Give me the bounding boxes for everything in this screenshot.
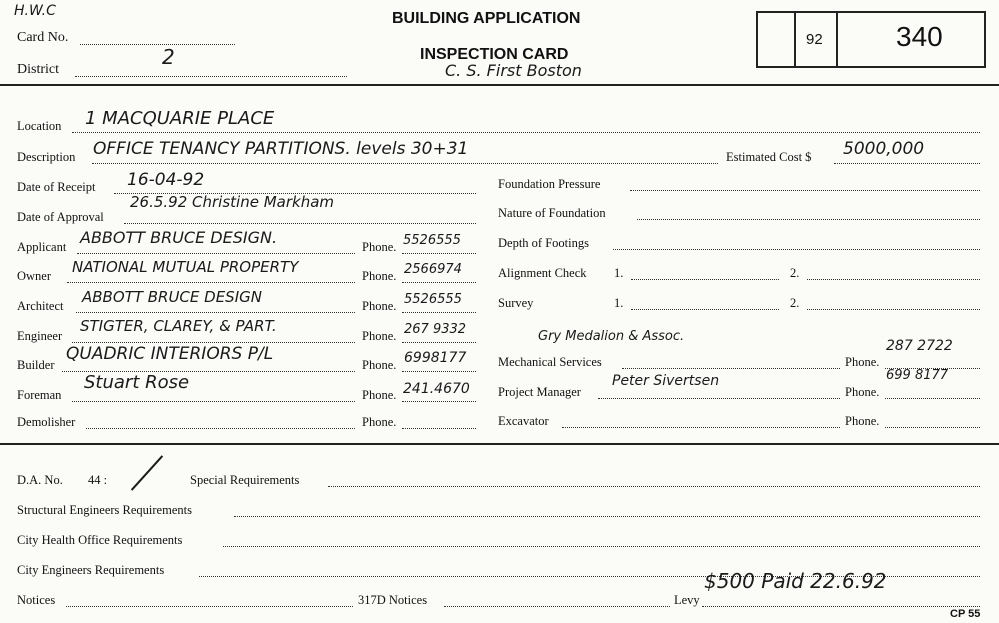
- survey-line1: [631, 309, 779, 310]
- survey-line2: [807, 309, 980, 310]
- depth-footings-line: [613, 249, 980, 250]
- applicant-label: Applicant: [17, 240, 67, 254]
- architect-phone-line: [402, 312, 476, 313]
- builder-value: QUADRIC INTERIORS P/L: [66, 344, 274, 364]
- applicant-phone-line: [402, 253, 476, 254]
- applicant-line: [77, 253, 355, 254]
- foundation-pressure-line: [630, 190, 980, 191]
- date-receipt-value: 16-04-92: [127, 170, 205, 190]
- excavator-label: Excavator: [498, 414, 549, 428]
- reference-box-number: 340: [896, 21, 943, 52]
- special-requirements-label: Special Requirements: [190, 473, 300, 487]
- architect-label: Architect: [17, 299, 64, 313]
- location-value: 1 MACQUARIE PLACE: [85, 108, 275, 129]
- engineer-phone-value: 267 9332: [404, 322, 467, 337]
- form-code: CP 55: [950, 608, 981, 620]
- city-engineers-label: City Engineers Requirements: [17, 563, 165, 577]
- notices-line: [66, 606, 353, 607]
- da-value: 44 :: [88, 473, 108, 487]
- project-manager-phone-value: 699 8177: [886, 368, 949, 383]
- depth-footings-label: Depth of Footings: [498, 236, 589, 250]
- foreman-phone-label: Phone.: [362, 388, 397, 402]
- notices-317d-line: [444, 606, 670, 607]
- alignment-check-num2: 2.: [790, 266, 800, 280]
- engineer-line: [72, 342, 355, 343]
- demolisher-phone-line: [402, 428, 476, 429]
- demolisher-phone-label: Phone.: [362, 415, 397, 429]
- title-note-handwriting: C. S. First Boston: [445, 61, 582, 80]
- foreman-value: Stuart Rose: [84, 372, 190, 393]
- title-inspection-card: INSPECTION CARD: [420, 46, 569, 63]
- notices-label: Notices: [17, 593, 56, 607]
- alignment-check-line1: [631, 279, 779, 280]
- district-line: [75, 76, 347, 77]
- alignment-check-line2: [807, 279, 980, 280]
- card-no-label: Card No.: [17, 30, 69, 45]
- engineer-value: STIGTER, CLAREY, & PART.: [80, 317, 277, 335]
- nature-foundation-label: Nature of Foundation: [498, 206, 606, 220]
- district-label: District: [17, 62, 59, 77]
- structural-requirements-label: Structural Engineers Requirements: [17, 503, 192, 517]
- applicant-value: ABBOTT BRUCE DESIGN.: [80, 228, 278, 247]
- mechanical-phone-value: 287 2722: [886, 338, 953, 354]
- owner-phone-label: Phone.: [362, 269, 397, 283]
- foreman-line: [72, 401, 355, 402]
- structural-requirements-line: [234, 516, 980, 517]
- location-line: [72, 132, 980, 133]
- health-requirements-label: City Health Office Requirements: [17, 533, 183, 547]
- architect-value: ABBOTT BRUCE DESIGN: [82, 288, 262, 306]
- district-value: 2: [162, 45, 175, 69]
- alignment-check-label: Alignment Check: [498, 266, 587, 280]
- excavator-line: [562, 427, 840, 428]
- special-requirements-line: [328, 486, 980, 487]
- builder-label: Builder: [17, 358, 55, 372]
- header-rule: [0, 84, 999, 86]
- levy-label: Levy: [674, 593, 700, 607]
- architect-phone-value: 5526555: [404, 292, 462, 307]
- health-requirements-line: [223, 546, 980, 547]
- alignment-check-num1: 1.: [614, 266, 624, 280]
- demolisher-label: Demolisher: [17, 415, 76, 429]
- mechanical-phone-label: Phone.: [845, 355, 880, 369]
- excavator-phone-line: [885, 427, 980, 428]
- applicant-phone-label: Phone.: [362, 240, 397, 254]
- card-no-line: [80, 44, 235, 45]
- foreman-phone-line: [402, 401, 476, 402]
- levy-value: $500 Paid 22.6.92: [704, 569, 887, 593]
- engineer-label: Engineer: [17, 329, 63, 343]
- owner-line: [67, 282, 355, 283]
- fields-rule: [0, 443, 999, 445]
- date-approval-line: [124, 223, 476, 224]
- mechanical-value: Gry Medalion & Assoc.: [538, 329, 685, 344]
- engineer-phone-line: [402, 342, 476, 343]
- reference-box-small: 92: [806, 31, 823, 48]
- estimated-cost-line: [834, 163, 980, 164]
- mechanical-label: Mechanical Services: [498, 355, 602, 369]
- nature-foundation-line: [637, 219, 980, 220]
- survey-num2: 2.: [790, 296, 800, 310]
- description-value: OFFICE TENANCY PARTITIONS. levels 30+31: [93, 139, 469, 159]
- owner-phone-value: 2566974: [404, 262, 462, 277]
- da-label: D.A. No.: [17, 473, 63, 487]
- date-approval-value: 26.5.92 Christine Markham: [130, 193, 335, 211]
- project-manager-phone-label: Phone.: [845, 385, 880, 399]
- owner-label: Owner: [17, 269, 52, 283]
- foreman-label: Foreman: [17, 388, 62, 402]
- project-manager-value: Peter Sivertsen: [612, 373, 720, 389]
- date-receipt-label: Date of Receipt: [17, 180, 96, 194]
- mechanical-line: [622, 368, 840, 369]
- levy-line: [702, 606, 980, 607]
- estimated-cost-label: Estimated Cost $: [726, 150, 812, 164]
- location-label: Location: [17, 119, 62, 133]
- architect-line: [76, 312, 355, 313]
- demolisher-line: [86, 428, 355, 429]
- da-slash-mark: [131, 455, 163, 491]
- owner-value: NATIONAL MUTUAL PROPERTY: [72, 258, 299, 276]
- engineer-phone-label: Phone.: [362, 329, 397, 343]
- title-building-application: BUILDING APPLICATION: [392, 10, 581, 27]
- description-line: [92, 163, 718, 164]
- applicant-phone-value: 5526555: [403, 233, 461, 248]
- builder-phone-label: Phone.: [362, 358, 397, 372]
- description-label: Description: [17, 150, 76, 164]
- excavator-phone-label: Phone.: [845, 414, 880, 428]
- project-manager-line: [598, 398, 840, 399]
- date-approval-label: Date of Approval: [17, 210, 104, 224]
- owner-phone-line: [402, 282, 476, 283]
- foundation-pressure-label: Foundation Pressure: [498, 177, 601, 191]
- architect-phone-label: Phone.: [362, 299, 397, 313]
- project-manager-label: Project Manager: [498, 385, 581, 399]
- hwc-handwriting: H.W.C: [14, 3, 56, 19]
- reference-box: [756, 11, 986, 68]
- foreman-phone-value: 241.4670: [403, 381, 470, 397]
- survey-num1: 1.: [614, 296, 624, 310]
- builder-phone-line: [402, 371, 476, 372]
- project-manager-phone-line: [885, 398, 980, 399]
- estimated-cost-value: 5000,000: [843, 139, 925, 159]
- survey-label: Survey: [498, 296, 534, 310]
- builder-phone-value: 6998177: [404, 350, 467, 366]
- notices-317d-label: 317D Notices: [358, 593, 428, 607]
